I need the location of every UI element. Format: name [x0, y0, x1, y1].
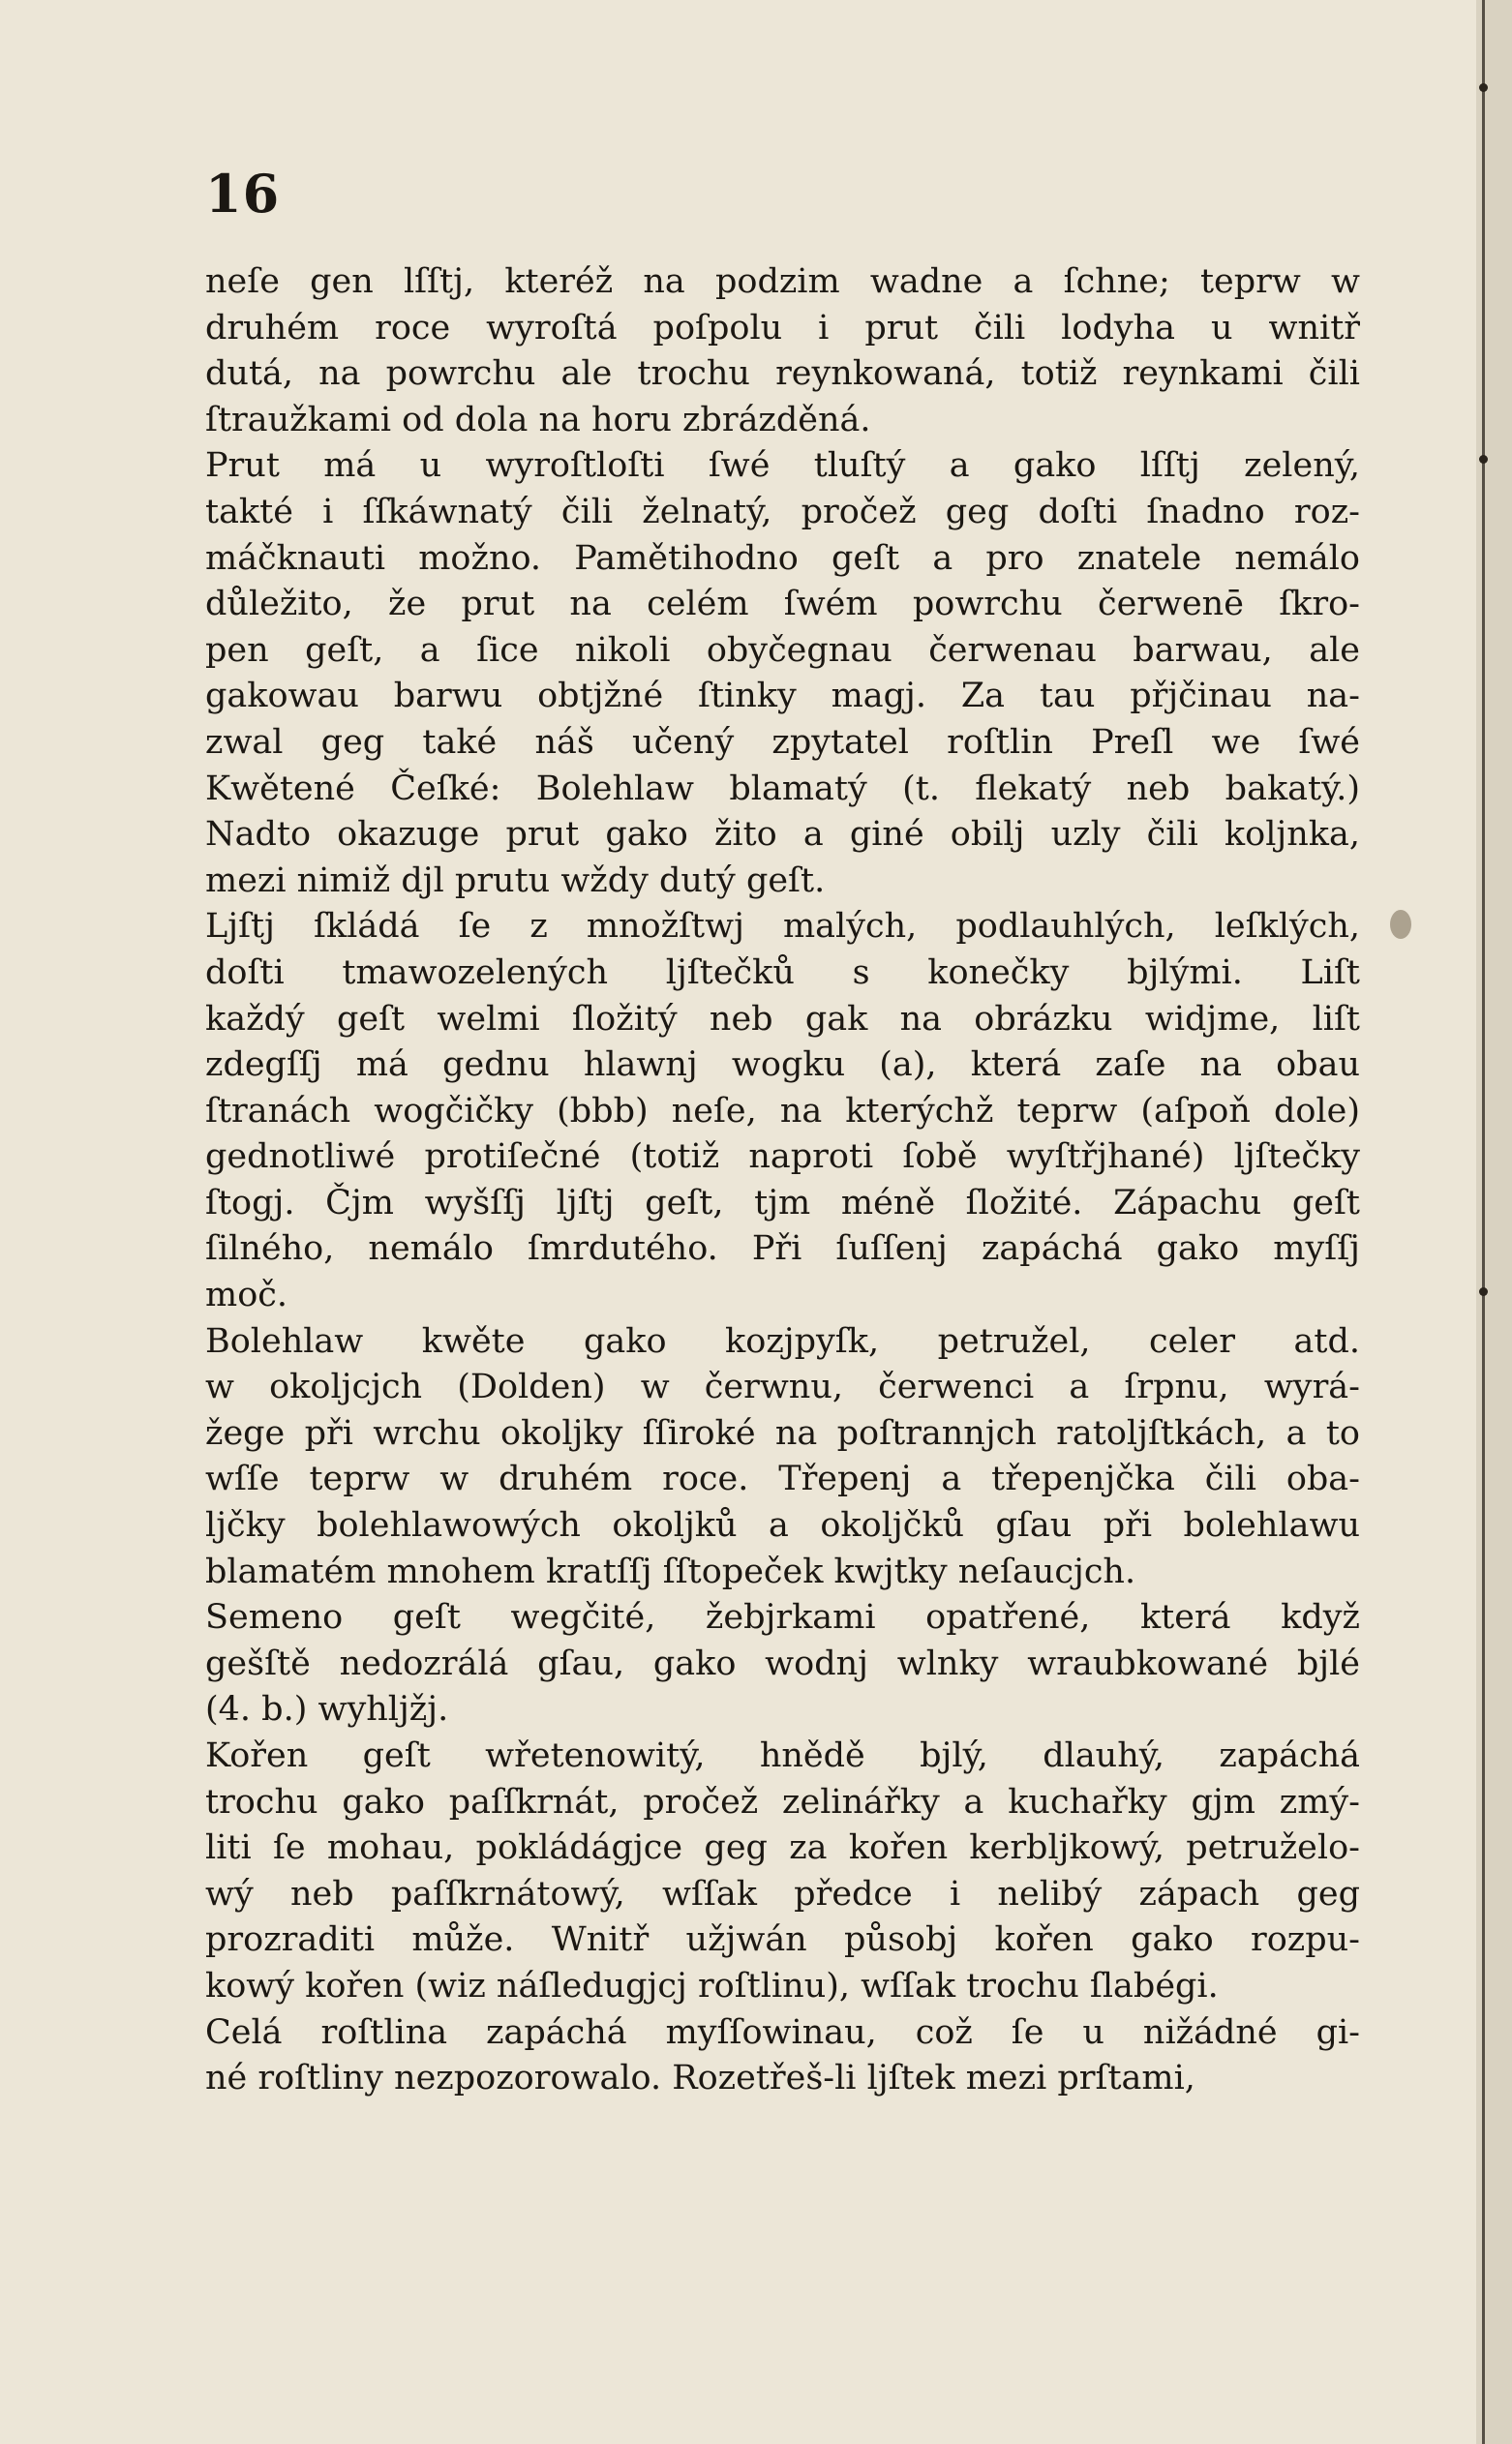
text-line: Semeno geſt wegčité, žebjrkami opatřené, která když	[205, 1598, 1360, 1638]
text-line: Bolehlaw kwěte gako kozjpyſk, petružel, celer atd.	[205, 1321, 1360, 1361]
text-line: takté i ſſkáwnatý čili želnatý, pročež geg doſti ſnadno roz-	[205, 492, 1360, 531]
binding-knot	[1479, 455, 1488, 464]
text-line: mezi nimiž djl prutu wždy dutý geſt.	[205, 860, 826, 900]
text-line: gednotliwé protiſečné (totiž naproti ſobě wyſtřjhané) ljſtečky	[205, 1137, 1360, 1177]
body-text	[205, 259, 1360, 2102]
text-line: pen geſt, a ſice nikoli obyčegnau čerwenau barwau, ale	[205, 630, 1360, 670]
text-line: Celá roſtlina zapáchá myſſowinau, což ſe u nižádné gi-	[205, 2012, 1360, 2052]
text-line: (4. b.) wyhljžj.	[205, 1690, 449, 1730]
text-line: trochu gako paſſkrnát, pročež zelinářky a kuchařky gjm zmý-	[205, 1782, 1360, 1822]
text-line: druhém roce wyroſtá poſpolu i prut čili lodyha u wnitř	[205, 308, 1360, 347]
text-line: neſe gen lſſtj, kteréž na podzim wadne a ſchne; teprw w	[205, 262, 1360, 301]
text-line: wý neb paſſkrnátowý, wſſak předce i nelibý zápach geg	[205, 1874, 1360, 1914]
text-line: každý geſt welmi ſložitý neb gak na obrázku widjme, liſt	[205, 999, 1360, 1039]
text-line: Kořen geſt wřetenowitý, hnědě bjlý, dlauhý, zapáchá	[205, 1736, 1360, 1775]
text-line: ljčky bolehlawowých okoljků a okoljčků gſau při bolehlawu	[205, 1506, 1360, 1546]
text-line: Kwětené Čeſké: Bolehlaw blamatý (t. flekatý neb bakatý.)	[205, 769, 1360, 808]
text-line: né roſtliny nezpozorowalo. Rozetřeš-li ljſtek mezi prſtami,	[205, 2059, 1195, 2098]
text-line: ſtraužkami od dola na horu zbrázděná.	[205, 400, 871, 439]
text-line: wſſe teprw w druhém roce. Třepenj a třepenjčka čili oba-	[205, 1460, 1360, 1499]
binding-knot	[1479, 83, 1488, 92]
text-line: zdegſſj má gednu hlawnj wogku (a), která zaſe na obau	[205, 1045, 1360, 1085]
text-line: Ljſtj ſkládá ſe z množſtwj malých, podlauhlých, leſklých,	[205, 907, 1360, 947]
binding-thread	[1482, 0, 1485, 2444]
paper-stain	[1390, 910, 1411, 939]
text-line: w okoljcjch (Dolden) w čerwnu, čerwenci a ſrpnu, wyrá-	[205, 1368, 1360, 1407]
text-line: doſti tmawozelených ljſtečků s konečky bjlými. Liſt	[205, 952, 1360, 992]
text-line: blamatém mnohem kratſſj ſſtopeček kwjtky neſaucjch.	[205, 1552, 1136, 1591]
text-line: ſtranách wogčičky (bbb) neſe, na kterýchž teprw (aſpoň dole)	[205, 1091, 1360, 1131]
text-line: moč.	[205, 1276, 287, 1315]
text-line: gakowau barwu obtjžné ſtinky magj. Za tau přjčinau na-	[205, 677, 1360, 716]
text-line: liti ſe mohau, pokládágjce geg za kořen kerbljkowý, petruželo-	[205, 1828, 1360, 1868]
text-line: důležito, že prut na celém ſwém powrchu čerwenē ſkro-	[205, 585, 1360, 624]
text-line: Prut má u wyroſtloſti ſwé tluſtý a gako lſſtj zelený,	[205, 446, 1360, 486]
text-line: máčknauti možno. Pamětihodno geſt a pro znatele nemálo	[205, 538, 1360, 578]
text-line: Nadto okazuge prut gako žito a giné obilj uzly čili kolјnka,	[205, 815, 1360, 855]
binding-knot	[1479, 1287, 1488, 1296]
text-line: prozraditi může. Wnitř užjwán působj kořen gako rozpu-	[205, 1920, 1360, 1960]
text-line: gešſtě nedozrálá gſau, gako wodnj wlnky wraubkowané bjlé	[205, 1644, 1360, 1683]
text-line: žege při wrchu okoljky ſſiroké na poſtrannjch ratoljſtkách, a to	[205, 1413, 1360, 1453]
text-line: zwal geg také náš učený zpytatel roſtlin Preſl we ſwé	[205, 722, 1360, 762]
text-line: ſtogj. Čjm wyšſſj ljſtj geſt, tjm méně ſložité. Zápachu geſt	[205, 1183, 1360, 1222]
text-line: kowý kořen (wiz náſledugjcj roſtlinu), wſſak trochu ſlabégi.	[205, 1966, 1219, 2006]
text-line: ſilného, nemálo ſmrdutého. Při ſuſſenj zapáchá gako myſſj	[205, 1229, 1360, 1269]
text-line: dutá, na powrchu ale trochu reynkowaná, totiž reynkami čili	[205, 354, 1360, 394]
page-number: 16	[205, 163, 281, 225]
